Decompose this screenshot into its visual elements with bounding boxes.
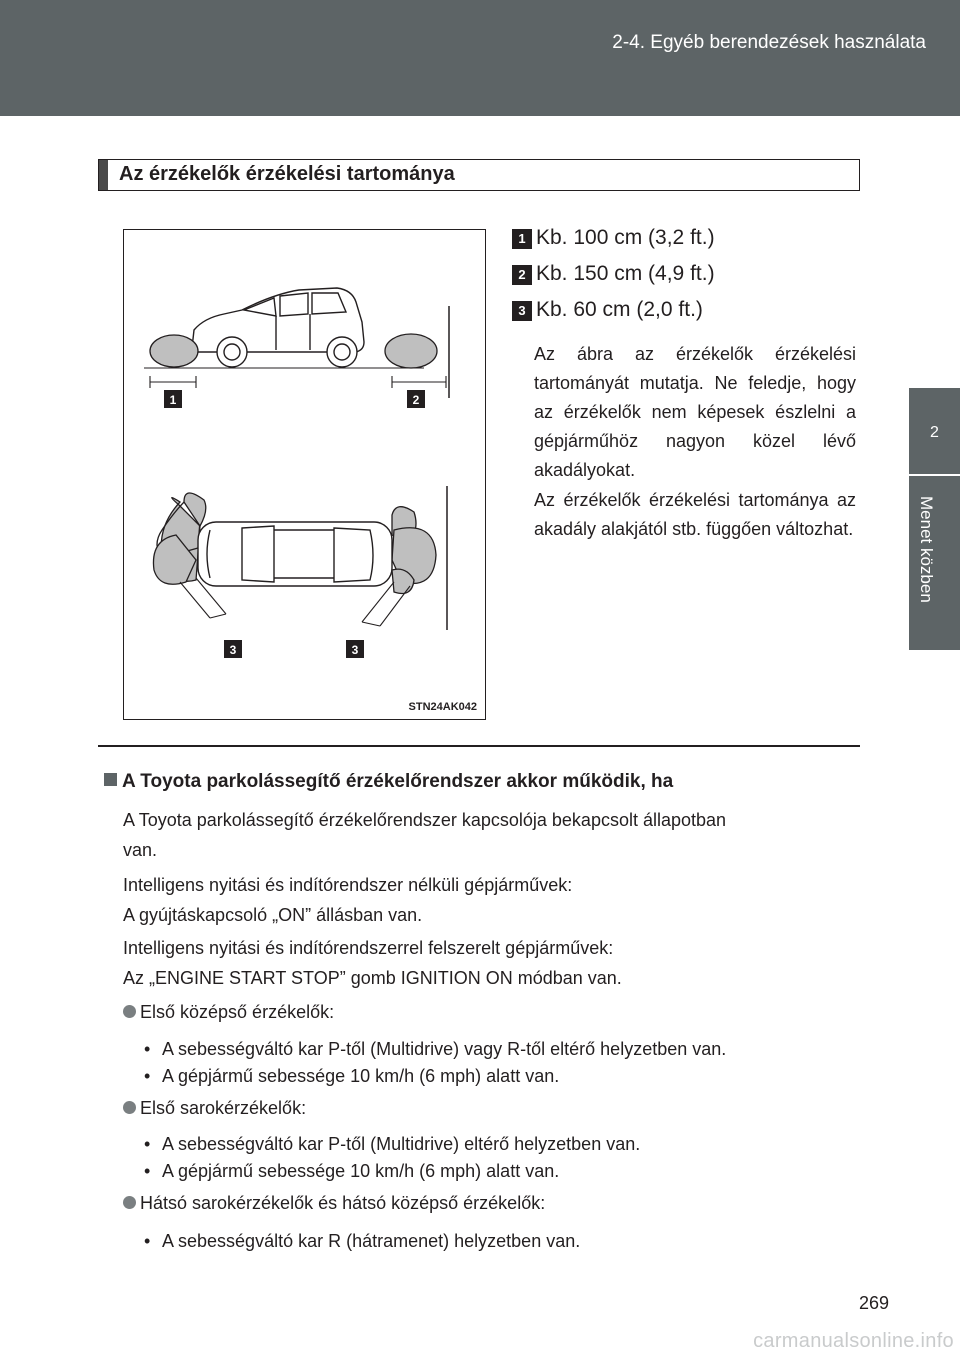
heading-square-icon <box>104 773 117 786</box>
section-divider <box>98 745 860 747</box>
range-text: Kb. 100 cm (3,2 ft.) <box>536 226 715 249</box>
list-item-text: A sebességváltó kar P-től (Multidrive) vagy R-től eltérő helyzetben van. <box>162 1039 727 1059</box>
svg-text:3: 3 <box>351 643 359 657</box>
paragraph-line: Intelligens nyitási és indítórendszer nélküli gépjárművek: <box>123 875 573 895</box>
group-front-corner <box>123 1093 306 1123</box>
watermark: carmanualsonline.info <box>753 1330 954 1352</box>
list-item: • A gépjármű sebessége 10 km/h (6 mph) alatt van. <box>144 1161 560 1181</box>
header-section-title: 2-4. Egyéb berendezések használata <box>612 32 926 53</box>
section-title-box <box>98 159 860 191</box>
figure-label-3-left <box>224 640 242 658</box>
paragraph-line: van. <box>123 840 158 860</box>
chapter-number: 2 <box>930 424 939 441</box>
condition-paragraph-2 <box>123 870 863 930</box>
range-item-2 <box>512 262 715 286</box>
group-label: Első középső érzékelők: <box>140 1002 335 1022</box>
group-front-center <box>123 997 334 1027</box>
rear-center-zone <box>385 334 437 368</box>
figure-label-2-top <box>407 390 425 408</box>
page-number: 269 <box>858 1293 889 1313</box>
distance-dimension-lines <box>150 376 446 388</box>
car-top-view <box>198 522 392 586</box>
svg-text:2: 2 <box>412 393 420 407</box>
svg-text:3: 3 <box>229 643 237 657</box>
list-item: • A gépjármű sebessége 10 km/h (6 mph) alatt van. <box>144 1066 560 1086</box>
rear-detection-zones <box>392 507 436 594</box>
range-text: Kb. 150 cm (4,9 ft.) <box>536 262 715 285</box>
group-rear <box>123 1188 545 1218</box>
figure-label-1-top <box>164 390 182 408</box>
header-band <box>0 0 960 116</box>
range-badge: 3 <box>512 301 532 321</box>
range-item-1 <box>512 226 715 250</box>
bullet-dot-icon <box>123 1005 136 1018</box>
paragraph-line: A Toyota parkolássegítő érzékelőrendszer kapcsolója bekapcsolt állapotban <box>123 810 727 830</box>
note-paragraph-1: Az ábra az érzékelők érzékelési tartományát mutatja. Ne feledje, hogy az érzékelők nem képesek észlelni a gépjárműhöz nagyon közel lévő akadályokat. <box>534 344 856 480</box>
list-item: • A sebességváltó kar P-től (Multidrive) vagy R-től eltérő helyzetben van. <box>144 1039 727 1059</box>
list-item: • A sebességváltó kar R (hátramenet) helyzetben van. <box>144 1231 581 1251</box>
note-paragraph-2: Az érzékelők érzékelési tartománya az akadály alakjától stb. függően változhat. <box>534 490 856 539</box>
paragraph-line: A gyújtáskapcsoló „ON” állásban van. <box>123 905 423 925</box>
condition-paragraph-3 <box>123 933 863 993</box>
bullet-dot-icon <box>123 1101 136 1114</box>
range-badge: 1 <box>512 229 532 249</box>
range-item-3 <box>512 298 703 322</box>
bullet-dot-icon <box>123 1196 136 1209</box>
front-center-zone <box>150 335 198 367</box>
list-item-text: A sebességváltó kar P-től (Multidrive) eltérő helyzetben van. <box>162 1134 641 1154</box>
condition-paragraph-1 <box>123 805 863 865</box>
group-label: Első sarokérzékelők: <box>140 1098 307 1118</box>
chapter-label: Menet közben <box>917 496 936 603</box>
conditions-heading-text: A Toyota parkolássegítő érzékelőrendszer akkor működik, ha <box>122 771 674 792</box>
list-item-text: A gépjármű sebessége 10 km/h (6 mph) alatt van. <box>162 1161 560 1181</box>
conditions-heading <box>104 771 673 793</box>
range-text: Kb. 60 cm (2,0 ft.) <box>536 298 703 321</box>
list-item-text: A sebességváltó kar R (hátramenet) helyzetben van. <box>162 1231 581 1251</box>
paragraph-line: Az „ENGINE START STOP” gomb IGNITION ON módban van. <box>123 968 622 988</box>
figure-label-3-right <box>346 640 364 658</box>
list-item: • A sebességváltó kar P-től (Multidrive) eltérő helyzetben van. <box>144 1134 641 1154</box>
svg-text:1: 1 <box>169 393 177 407</box>
group-label: Hátsó sarokérzékelők és hátsó középső érzékelők: <box>140 1193 546 1213</box>
figure-code: STN24AK042 <box>408 701 477 713</box>
paragraph-line: Intelligens nyitási és indítórendszerrel felszerelt gépjárművek: <box>123 938 614 958</box>
sensor-range-figure <box>123 229 486 720</box>
list-item-text: A gépjármű sebessége 10 km/h (6 mph) alatt van. <box>162 1066 560 1086</box>
section-title-marker <box>99 160 108 190</box>
sensor-range-illustration <box>124 230 485 719</box>
section-title: Az érzékelők érzékelési tartománya <box>119 163 455 185</box>
range-badge: 2 <box>512 265 532 285</box>
